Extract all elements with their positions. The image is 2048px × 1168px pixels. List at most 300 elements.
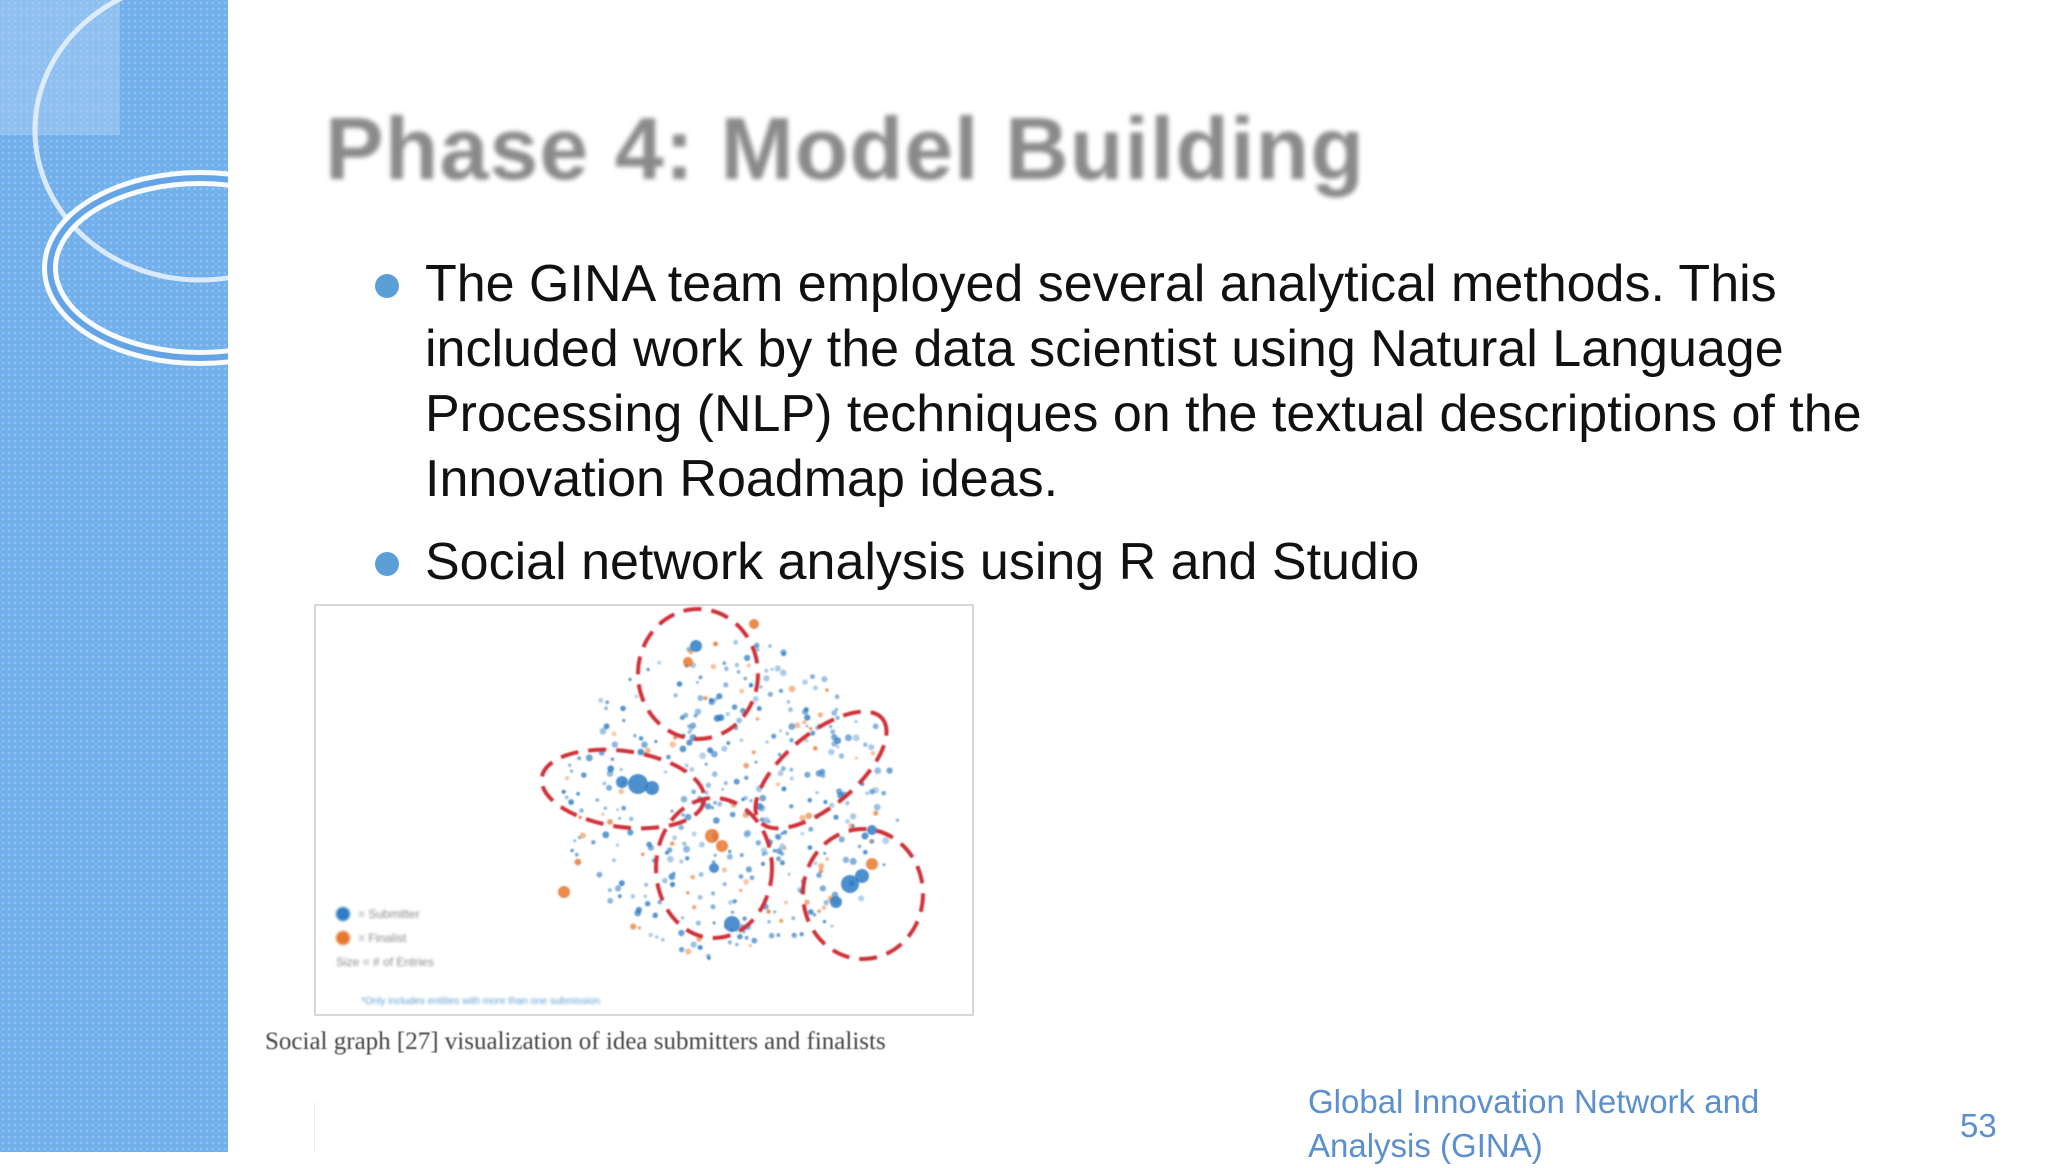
graph-hub-node: [616, 776, 628, 788]
graph-node: [666, 755, 671, 760]
graph-node: [814, 861, 818, 865]
graph-node: [743, 677, 747, 681]
legend-entry: [336, 926, 434, 950]
graph-node: [821, 676, 827, 682]
graph-node: [639, 736, 644, 741]
graph-node: [711, 891, 715, 895]
graph-node: [704, 696, 708, 700]
graph-node: [740, 738, 744, 742]
graph-node: [634, 910, 641, 917]
graph-node: [739, 689, 744, 694]
graph-node: [747, 664, 751, 668]
graph-node: [622, 719, 625, 722]
graph-node: [683, 846, 690, 853]
graph-node: [863, 742, 868, 747]
graph-node: [750, 799, 753, 802]
graph-node: [845, 819, 850, 824]
graph-node: [581, 772, 587, 778]
graph-node: [678, 930, 684, 936]
graph-node: [764, 851, 768, 855]
graph-node: [792, 933, 798, 939]
graph-node: [711, 904, 716, 909]
graph-node: [706, 783, 711, 788]
graph-node: [619, 880, 625, 886]
cluster-outline: [803, 829, 923, 959]
graph-node: [820, 769, 826, 775]
graph-node: [691, 789, 696, 794]
graph-node: [743, 763, 749, 769]
graph-node: [568, 764, 571, 767]
graph-node: [711, 664, 716, 669]
graph-node: [829, 725, 832, 728]
graph-node: [871, 751, 876, 756]
graph-node: [696, 681, 699, 684]
graph-node: [755, 761, 758, 764]
graph-node: [668, 873, 675, 880]
graph-node: [817, 909, 821, 913]
graph-node: [813, 913, 817, 917]
graph-node: [714, 854, 717, 857]
graph-node: [605, 701, 609, 705]
figure-caption: Social graph [27] visualization of idea submitters and finalists: [265, 1028, 886, 1055]
graph-node: [763, 817, 770, 824]
graph-node: [771, 734, 776, 739]
graph-node: [598, 698, 603, 703]
slide-number: 53: [1960, 1107, 1997, 1144]
graph-node: [699, 675, 703, 679]
graph-nodes: [558, 619, 899, 960]
finalist-swatch-icon: [336, 931, 350, 945]
graph-node: [681, 916, 684, 919]
graph-node: [728, 900, 733, 905]
graph-node: [618, 789, 624, 795]
graph-node: [825, 857, 829, 861]
graph-node: [620, 706, 626, 712]
legend-label: = Finalist: [358, 931, 407, 945]
graph-node: [724, 666, 729, 671]
graph-node: [690, 875, 695, 880]
graph-node: [869, 839, 873, 843]
graph-node: [641, 853, 645, 857]
graph-hub-node: [830, 896, 842, 908]
graph-node: [750, 876, 755, 881]
graph-node: [717, 802, 722, 807]
graph-node: [743, 831, 750, 838]
graph-node: [752, 750, 756, 754]
graph-node: [597, 872, 603, 878]
graph-node: [835, 716, 839, 720]
graph-node: [828, 749, 834, 755]
graph-node: [667, 856, 674, 863]
graph-node: [779, 689, 783, 693]
graph-node: [713, 641, 718, 646]
graph-node: [764, 669, 768, 673]
graph-node: [853, 734, 860, 741]
graph-node: [570, 770, 573, 773]
graph-node: [731, 911, 734, 914]
graph-node: [629, 817, 634, 822]
graph-node: [565, 776, 569, 780]
graph-node: [579, 808, 584, 813]
graph-node: [740, 853, 744, 857]
graph-hub-node: [558, 886, 570, 898]
graph-node: [726, 741, 730, 745]
graph-node: [561, 790, 565, 794]
graph-node: [863, 850, 868, 855]
graph-node: [732, 704, 738, 710]
graph-node: [829, 803, 834, 808]
graph-node: [770, 668, 773, 671]
graph-legend: [336, 902, 434, 974]
graph-node: [790, 768, 794, 772]
graph-node: [813, 685, 818, 690]
graph-node: [683, 713, 688, 718]
graph-node: [591, 840, 595, 844]
graph-node: [607, 819, 613, 825]
graph-node: [768, 644, 771, 647]
graph-node: [645, 901, 650, 906]
graph-node: [576, 792, 580, 796]
graph-node: [763, 675, 769, 681]
graph-node: [873, 811, 878, 816]
graph-node: [705, 763, 708, 766]
graph-node: [723, 882, 727, 886]
graph-node: [802, 679, 808, 685]
graph-node: [648, 933, 653, 938]
bullet-text: Social network analysis using R and Studio: [425, 533, 1420, 591]
graph-node: [779, 919, 783, 923]
graph-node: [604, 706, 608, 710]
graph-node: [831, 734, 837, 740]
graph-node: [794, 722, 800, 728]
cluster-outline: [537, 740, 710, 838]
graph-node: [638, 749, 645, 756]
graph-node: [711, 806, 714, 809]
graph-hub-node: [705, 829, 719, 843]
graph-node: [697, 695, 703, 701]
graph-node: [616, 843, 620, 847]
graph-node: [601, 813, 604, 816]
graph-node: [808, 827, 813, 832]
legend-label: = Submitter: [358, 907, 420, 921]
social-graph-image: [314, 604, 974, 1016]
graph-node: [568, 799, 574, 805]
graph-node: [644, 883, 648, 887]
graph-node: [711, 751, 718, 758]
graph-node: [813, 746, 818, 751]
graph-node: [685, 949, 691, 955]
graph-node: [808, 845, 813, 850]
graph-node: [646, 668, 649, 671]
graph-node: [769, 933, 775, 939]
graph-node: [728, 850, 731, 853]
graph-node: [603, 782, 607, 786]
graph-node: [850, 813, 856, 819]
graph-node: [586, 754, 593, 761]
graph-node: [787, 700, 791, 704]
graph-node: [780, 649, 786, 655]
graph-node: [607, 765, 614, 772]
graph-node: [744, 776, 748, 780]
graph-node: [852, 824, 855, 827]
graph-node: [691, 941, 697, 947]
graph-node: [862, 833, 869, 840]
graph-node: [631, 894, 636, 899]
graph-node: [758, 805, 765, 812]
graph-node: [739, 889, 743, 893]
graph-node: [868, 744, 874, 750]
graph-hub-node: [628, 774, 648, 794]
graph-node: [781, 786, 786, 791]
graph-node: [679, 947, 684, 952]
social-graph-figure: [262, 600, 1032, 1085]
bullet-dot-icon: [375, 552, 399, 576]
graph-node: [789, 686, 796, 693]
graph-node: [713, 801, 717, 805]
graph-hub-node: [683, 657, 693, 667]
graph-node: [662, 878, 668, 884]
graph-node: [742, 916, 746, 920]
graph-node: [845, 734, 852, 741]
bullet-list: [370, 252, 1880, 595]
graph-node: [618, 894, 622, 898]
graph-node: [775, 665, 781, 671]
graph-node: [765, 740, 769, 744]
graph-node: [745, 936, 749, 940]
graph-node: [612, 858, 616, 862]
graph-node: [670, 741, 676, 747]
graph-node: [825, 688, 828, 691]
graph-node: [712, 771, 718, 777]
graph-node: [641, 741, 648, 748]
submitter-swatch-icon: [336, 907, 350, 921]
graph-node: [781, 766, 786, 771]
graph-node: [824, 900, 829, 905]
graph-node: [671, 810, 674, 813]
graph-hub-node: [645, 781, 659, 795]
graph-node: [694, 714, 698, 718]
graph-node: [721, 746, 727, 752]
graph-node: [734, 779, 740, 785]
graph-node: [575, 859, 582, 866]
graph-node: [723, 682, 728, 687]
graph-node: [733, 899, 737, 903]
graph-node: [743, 796, 748, 801]
legend-entry: [336, 902, 434, 926]
graph-node: [801, 832, 805, 836]
graph-node: [699, 752, 706, 759]
graph-node: [800, 932, 804, 936]
graph-node: [810, 731, 815, 736]
graph-node: [768, 692, 773, 697]
graph-node: [646, 842, 652, 848]
graph-node: [780, 860, 785, 865]
graph-node: [744, 655, 750, 661]
graph-node: [896, 819, 899, 822]
graph-node: [692, 831, 697, 836]
graph-node: [679, 825, 684, 830]
graph-node: [596, 798, 600, 802]
graph-node: [883, 863, 886, 866]
graph-node: [815, 791, 818, 794]
graph-node: [850, 858, 857, 865]
bullet-item: [370, 252, 1880, 512]
graph-node: [698, 895, 703, 900]
graph-node: [779, 729, 782, 732]
graph-node: [746, 866, 752, 872]
graph-node: [804, 707, 809, 712]
graph-node: [730, 812, 736, 818]
graph-node: [855, 757, 858, 760]
graph-node: [843, 857, 849, 863]
graph-node: [722, 661, 726, 665]
graph-node: [699, 842, 705, 848]
graph-node: [882, 837, 889, 844]
graph-node: [630, 924, 636, 930]
graph-node: [616, 808, 619, 811]
graph-node: [759, 685, 762, 688]
graph-node: [633, 734, 636, 737]
graph-node: [627, 829, 633, 835]
graph-node: [773, 849, 776, 852]
graph-node: [661, 938, 665, 942]
graph-node: [839, 753, 844, 758]
graph-node: [608, 888, 612, 892]
graph-node: [830, 729, 835, 734]
graph-hub-node: [690, 640, 702, 652]
graph-node: [808, 798, 813, 803]
graph-node: [789, 738, 794, 743]
graph-node: [667, 847, 672, 852]
graph-node: [833, 815, 838, 820]
graph-node: [645, 748, 651, 754]
graph-node: [687, 730, 691, 734]
graph-node: [858, 895, 864, 901]
graph-node: [724, 781, 728, 785]
graph-node: [681, 796, 688, 803]
graph-node: [607, 898, 613, 904]
graph-node: [699, 872, 704, 877]
graph-node: [736, 718, 742, 724]
graph-node: [654, 740, 657, 743]
legend-label: Size = # of Entries: [336, 955, 434, 969]
graph-node: [728, 940, 732, 944]
graph-node: [809, 727, 812, 730]
graph-node: [749, 944, 753, 948]
graph-node: [575, 853, 579, 857]
graph-node: [839, 836, 845, 842]
graph-node: [754, 643, 759, 648]
graph-node: [570, 849, 574, 853]
graph-node: [685, 764, 689, 768]
graph-node: [681, 813, 685, 817]
graph-node: [767, 910, 771, 914]
graph-node: [698, 945, 703, 950]
graph-node: [780, 851, 785, 856]
graph-node: [822, 906, 826, 910]
graph-node: [823, 920, 826, 923]
footer-text: Global Innovation Network and Analysis (GINA): [1308, 1083, 1760, 1164]
graph-node: [635, 695, 639, 699]
graph-node: [751, 938, 757, 944]
graph-node: [670, 841, 675, 846]
graph-node: [776, 933, 780, 937]
graph-node: [602, 831, 609, 838]
graph-node: [874, 804, 881, 811]
graph-node: [835, 694, 840, 699]
graph-node: [726, 712, 730, 716]
graph-node: [831, 741, 837, 747]
bullet-text: The GINA team employed several analytical methods. This included work by the data scientist using Natural Language Processing (NLP) techniques on the textual descriptions of the Innovation Roadmap ideas.: [425, 255, 1862, 508]
graph-node: [756, 648, 759, 651]
graph-node: [806, 725, 809, 728]
graph-node: [786, 732, 789, 735]
graph-node: [818, 712, 823, 717]
graph-node: [759, 795, 766, 802]
graph-node: [776, 782, 780, 786]
graph-hub-node: [716, 840, 728, 852]
graph-node: [873, 723, 879, 729]
graph-node: [804, 715, 810, 721]
graph-node: [735, 663, 740, 668]
graph-node: [670, 882, 675, 887]
slide-title: Phase 4: Model Building: [325, 99, 1365, 198]
graph-node: [858, 845, 862, 849]
graph-node: [836, 746, 839, 749]
graph-hub-node: [749, 619, 759, 629]
graph-node: [686, 891, 689, 894]
graph-node: [806, 813, 813, 820]
graph-node: [709, 698, 714, 703]
graph-node: [677, 681, 683, 687]
graph-node: [682, 842, 686, 846]
graph-hub-node: [709, 863, 719, 873]
graph-node: [865, 791, 869, 795]
graph-node: [749, 683, 753, 687]
graph-node: [869, 789, 875, 795]
graph-node: [690, 767, 695, 772]
legend-entry: [336, 950, 434, 974]
graph-node: [577, 756, 581, 760]
graph-node: [787, 873, 790, 876]
graph-node: [737, 670, 741, 674]
graph-node: [779, 843, 785, 849]
graph-node: [652, 913, 658, 919]
graph-node: [818, 863, 824, 869]
graph-node: [714, 715, 721, 722]
graph-node: [845, 801, 849, 805]
graph-node: [808, 909, 814, 915]
graph-node: [573, 839, 576, 842]
graph-node: [823, 852, 826, 855]
graph-hub-node: [724, 916, 740, 932]
graph-node: [705, 803, 711, 809]
graph-node: [780, 670, 787, 677]
graph-node: [874, 767, 881, 774]
graph-node: [628, 678, 631, 681]
graph-node: [767, 920, 770, 923]
graph-node: [830, 924, 833, 927]
graph-node: [773, 910, 776, 913]
graph-node: [757, 706, 762, 711]
graph-node: [820, 885, 826, 891]
graph-node: [775, 834, 780, 839]
graph-node: [655, 935, 659, 939]
graph-node: [733, 640, 738, 645]
graph-node: [781, 832, 784, 835]
graph-node: [638, 926, 641, 929]
sidebar-decoration: [0, 0, 228, 1152]
